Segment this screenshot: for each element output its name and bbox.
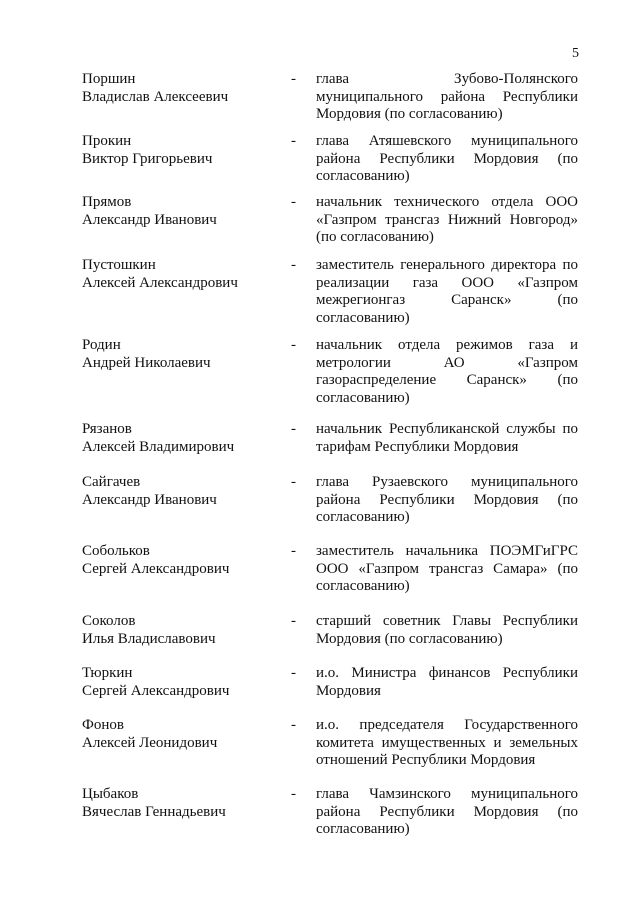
position-text: глава Зубово-Полянского муниципального района Республики Мордовия (по согласованию) <box>316 71 578 122</box>
dash-separator: - <box>291 665 296 681</box>
dash-separator: - <box>291 71 296 87</box>
surname: Пустошкин <box>82 257 156 273</box>
person-name <box>82 717 282 752</box>
surname: Родин <box>82 337 121 353</box>
position-text: и.о. председателя Государственного комитета имущественных и земельных отношений Республики Мордовия <box>316 717 578 768</box>
position-text: начальник Республиканской службы по тарифам Республики Мордовия <box>316 421 578 455</box>
dash-separator: - <box>291 133 296 149</box>
given-names: Алексей Владимирович <box>82 438 235 455</box>
given-names: Вячеслав Геннадьевич <box>82 803 226 820</box>
surname: Собольков <box>82 543 150 559</box>
person-name <box>82 543 282 578</box>
given-names: Александр Иванович <box>82 211 217 228</box>
person-name <box>82 665 282 700</box>
person-name <box>82 194 282 229</box>
position-text: и.о. Министра финансов Республики Мордовия <box>316 665 578 699</box>
position-text: заместитель генерального директора по реализации газа ООО «Газпром межрегионгаз Саранск» (по согласованию) <box>316 257 578 326</box>
given-names: Сергей Александрович <box>82 682 230 699</box>
dash-separator: - <box>291 786 296 802</box>
given-names: Илья Владиславович <box>82 630 216 647</box>
surname: Прямов <box>82 194 132 210</box>
surname: Соколов <box>82 613 136 629</box>
person-name <box>82 613 282 648</box>
person-name <box>82 474 282 509</box>
given-names: Андрей Николаевич <box>82 354 211 371</box>
person-name <box>82 421 282 456</box>
person-name <box>82 71 282 106</box>
dash-separator: - <box>291 194 296 210</box>
surname: Сайгачев <box>82 474 141 490</box>
dash-separator: - <box>291 613 296 629</box>
surname: Тюркин <box>82 665 133 681</box>
surname: Прокин <box>82 133 132 149</box>
position-text: глава Чамзинского муниципального района Республики Мордовия (по согласованию) <box>316 786 578 837</box>
dash-separator: - <box>291 474 296 490</box>
given-names: Алексей Александрович <box>82 274 238 291</box>
position-text: начальник отдела режимов газа и метрологии АО «Газпром газораспределение Саранск» (по согласованию) <box>316 337 578 406</box>
position-text: заместитель начальника ПОЭМГиГРС ООО «Газпром трансгаз Самара» (по согласованию) <box>316 543 578 594</box>
given-names: Сергей Александрович <box>82 560 230 577</box>
given-names: Алексей Леонидович <box>82 734 218 751</box>
dash-separator: - <box>291 421 296 437</box>
position-text: начальник технического отдела ООО «Газпром трансгаз Нижний Новгород» (по согласованию) <box>316 194 578 245</box>
position-text: старший советник Главы Республики Мордовия (по согласованию) <box>316 613 578 647</box>
surname: Рязанов <box>82 421 132 437</box>
position-text: глава Рузаевского муниципального района Республики Мордовия (по согласованию) <box>316 474 578 525</box>
person-name <box>82 257 282 292</box>
given-names: Владислав Алексеевич <box>82 88 229 105</box>
position-text: глава Атяшевского муниципального района Республики Мордовия (по согласованию) <box>316 133 578 184</box>
dash-separator: - <box>291 543 296 559</box>
given-names: Александр Иванович <box>82 491 217 508</box>
dash-separator: - <box>291 717 296 733</box>
person-name <box>82 133 282 168</box>
dash-separator: - <box>291 257 296 273</box>
surname: Фонов <box>82 717 124 733</box>
surname: Цыбаков <box>82 786 139 802</box>
dash-separator: - <box>291 337 296 353</box>
page-number: 5 <box>572 46 579 61</box>
given-names: Виктор Григорьевич <box>82 150 213 167</box>
person-name <box>82 337 282 372</box>
surname: Поршин <box>82 71 136 87</box>
person-name <box>82 786 282 821</box>
